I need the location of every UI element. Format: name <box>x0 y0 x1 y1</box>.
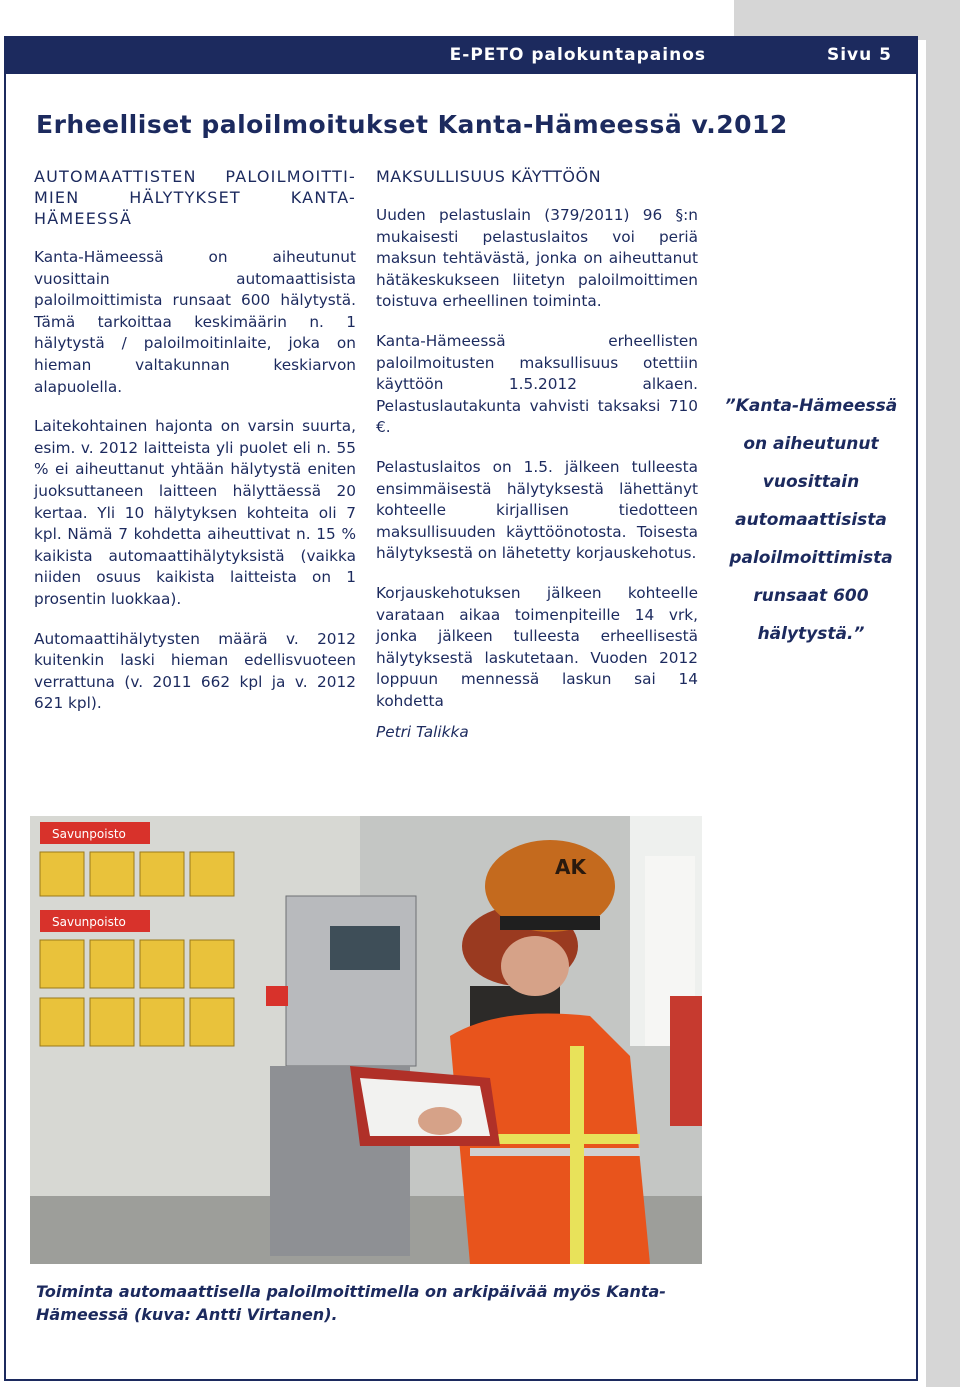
middle-column <box>376 166 698 762</box>
page-shadow-right <box>926 30 960 1387</box>
left-paragraph: Automaattihälytysten määrä v. 2012 kuitenkin laski hieman edellisvuoteen verrattuna (v. 2011 662 kpl ja v. 2012 621 kpl). <box>34 629 356 713</box>
left-paragraph: Laitekohtainen hajonta on varsin suurta, esim. v. 2012 laitteista yli puolet eli n. 55 % ei aiheuttanut yhtään hälytystä eniten juoksuttaneen laitteen hälyttäessä 20 kertaa. Yli 10 hälytyksen kohteita oli 7 kpl. Nämä 7 kohdetta aiheuttivat n. 15 % kaikista automaattihälytyksistä (vaikka niiden osuus kaikista laitteista on 1 prosentin luokkaa). <box>34 417 356 608</box>
sign-label: Savunpoisto <box>52 827 126 841</box>
article-title: Erheelliset paloilmoitukset Kanta-Hämeessä v.2012 <box>36 110 788 139</box>
middle-heading: MAKSULLISUUS KÄYTTÖÖN <box>376 167 602 186</box>
middle-paragraph: Uuden pelastuslain (379/2011) 96 §:n mukaisesti pelastuslaitos voi periä maksun tehtävästä, jonka on aiheuttanut hätäkeskukseen liitetyn paloilmoittimen toistuva erheellinen toiminta. <box>376 206 698 311</box>
helmet-label: AK <box>555 855 586 879</box>
firefighter-photo <box>30 816 702 1264</box>
publication-name: E-PETO palokuntapainos <box>449 45 706 65</box>
left-paragraph: Kanta-Hämeessä on aiheutunut vuosittain automaattisista paloilmoittimista runsaat 600 hälytystä. Tämä tarkoittaa keskimäärin n. 1 hälytystä / paloilmoitinlaite, joka on hieman valtakunnan keskiarvon alapuolella. <box>34 248 356 396</box>
middle-paragraph: Pelastuslaitos on 1.5. jälkeen tulleesta ensimmäisestä hälytyksestä lähettänyt kohteelle kirjallisen tiedotteen maksullisuuden käyttöönotosta. Toisesta hälytyksestä on lähetetty korjauskehotus. <box>376 457 698 563</box>
middle-paragraph: Kanta-Hämeessä erheellisten paloilmoitusten maksullisuus otettiin käyttöön 1.5.2012 alkaen. Pelastuslautakunta vahvisti taksaksi 710 €. <box>376 331 698 437</box>
header-bar <box>4 36 918 74</box>
photo-caption: Toiminta automaattisella paloilmoittimella on arkipäivää myös Kanta-Hämeessä (kuva: Antti Virtanen). <box>36 1282 666 1324</box>
left-heading: AUTOMAATTISTEN PALOILMOITTI-MIEN HÄLYTYKSET KANTA-HÄMEESSÄ <box>34 167 356 228</box>
sign-label: Savunpoisto <box>52 915 126 929</box>
page-number: Sivu 5 <box>826 45 892 65</box>
left-column <box>34 166 356 733</box>
middle-paragraph: Korjauskehotuksen jälkeen kohteelle varataan aikaa toimenpiteille 14 vrk, jonka jälkeen tulleesta erheellisestä hälytyksestä laskutetaan. Vuoden 2012 loppuun mennessä laskun sai 14 kohdetta <box>376 583 698 710</box>
author-signature: Petri Talikka <box>376 723 469 742</box>
pull-quote: ”Kanta-Hämeessä on aiheutunut vuosittain automaattisista paloilmoittimista runsaat 600 hälytystä.” <box>724 396 898 644</box>
